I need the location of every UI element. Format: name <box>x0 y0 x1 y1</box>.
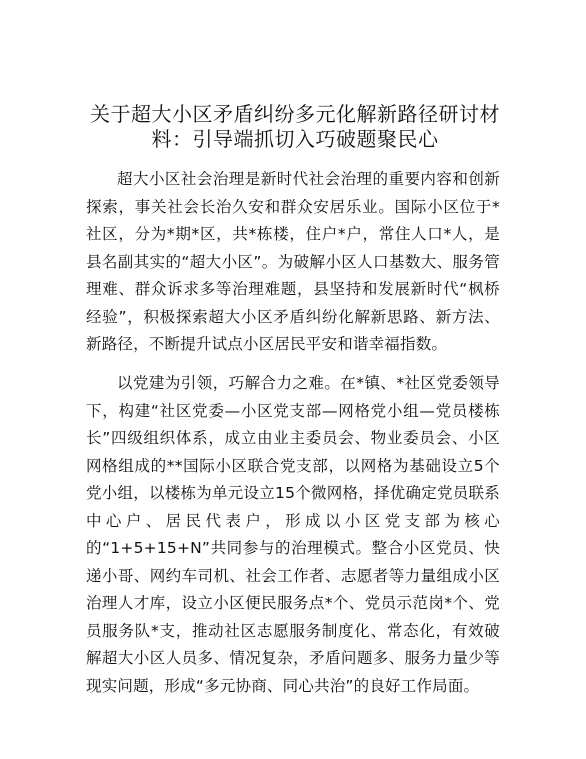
paragraph-2: 以党建为引领，巧解合力之难。在*镇、*社区党委领导下，构建“社区党委—小区党支部—网格党小组—党员楼栋长”四级组织体系，成立由业主委员会、物业委员会、小区网格组成的**国际小区联合党支部，以网格为基础设立5个党小组，以楼栋为单元设立15个微网格，择优确定党员联系中心户、居民代表户，形成以小区党支部为核心的“1+5+15+N”共同参与的治理模式。整合小区党员、快递小哥、网约车司机、社会工作者、志愿者等力量组成小区治理人才库，设立小区便民服务点*个、党员示范岗*个、党员服务队*支，推动社区志愿服务制度化、常态化，有效破解超大小区人员多、情况复杂，矛盾问题多、服务力量少等现实问题，形成“多元协商、同心共治”的良好工作局面。 <box>86 374 500 695</box>
paragraph-1: 超大小区社会治理是新时代社会治理的重要内容和创新探索，事关社会长治久安和群众安居乐业。国际小区位于*社区，分为*期*区，共*栋楼，住户*户，常住人口*人，是县名副其实的“超大小区”。为破解小区人口基数大、服务管理难、群众诉求多等治理难题，县坚持和发展新时代“枫桥经验”，积极探索超大小区矛盾纠纷化解新思路、新方法、新路径，不断提升试点小区居民平安和谐幸福指数。 <box>86 170 500 353</box>
document-title: 关于超大小区矛盾纠纷多元化解新路径研讨材料：引导端抓切入巧破题聚民心 <box>90 102 500 151</box>
